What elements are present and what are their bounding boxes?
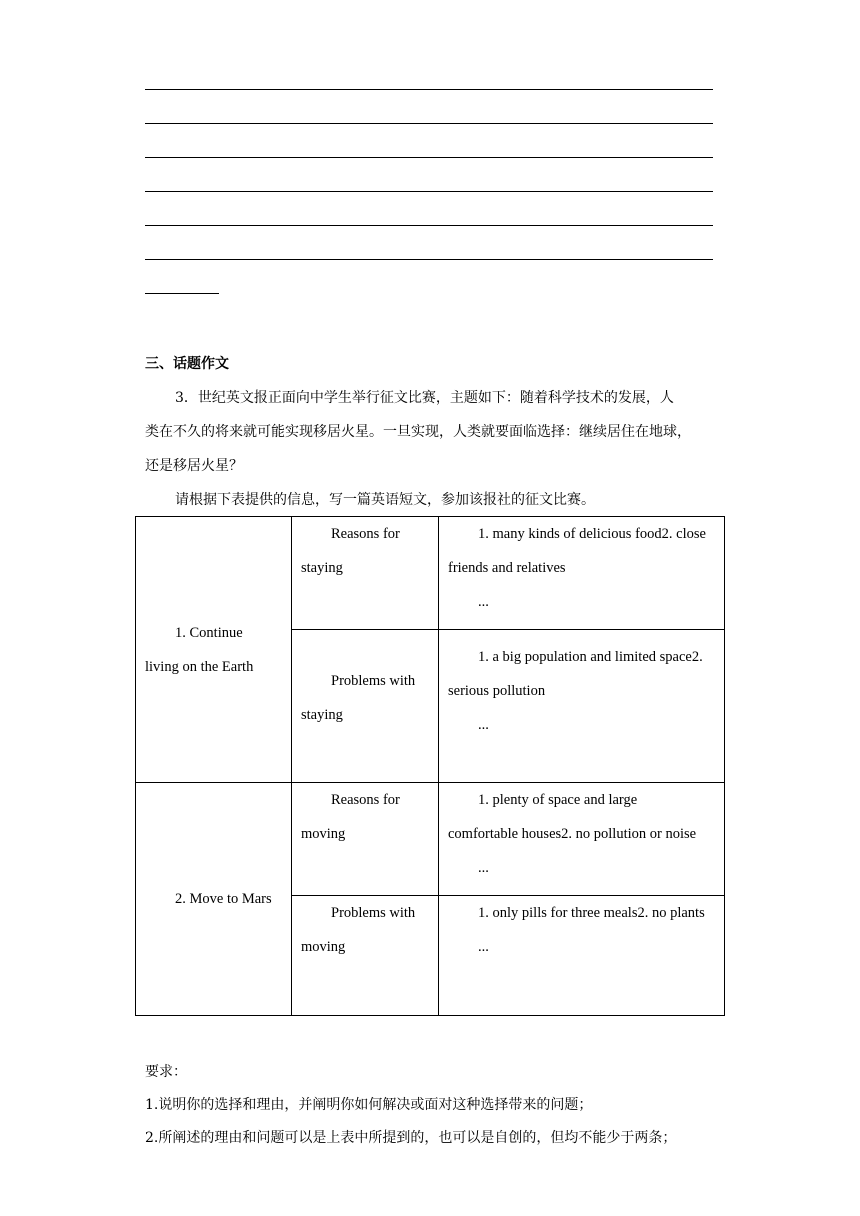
option-mars-cell	[136, 783, 292, 1016]
answer-line-end	[145, 293, 219, 294]
question-text-line: 3．世纪英文报正面向中学生举行征文比赛，主题如下：随着科学技术的发展，人	[175, 390, 674, 406]
answer-line	[145, 259, 713, 260]
answer-line	[145, 225, 713, 226]
option-label: living on the Earth	[145, 658, 254, 675]
category-label: moving	[301, 939, 346, 955]
detail-text: serious pollution	[448, 683, 546, 699]
answer-line	[145, 123, 713, 124]
detail-cell	[439, 517, 725, 630]
answer-line	[145, 89, 713, 90]
detail-cell	[439, 783, 725, 896]
requirement-item: 2.所阐述的理由和问题可以是上表中所提到的，也可以是自创的，但均不能少于两条；	[145, 1130, 677, 1146]
detail-text: 1. plenty of space and large	[478, 792, 638, 808]
table-row	[136, 783, 725, 896]
detail-text: 1. a big population and limited space2.	[478, 649, 703, 665]
question-text-line: 还是移居火星？	[145, 458, 243, 474]
detail-text: 1. only pills for three meals2. no plants	[478, 905, 705, 921]
category-cell	[292, 783, 439, 896]
category-label: Reasons for	[331, 526, 400, 542]
detail-text: comfortable houses2. no pollution or noise	[448, 826, 697, 842]
category-label: moving	[301, 826, 346, 842]
detail-cell	[439, 630, 725, 783]
detail-text: friends and relatives	[448, 560, 566, 576]
question-text-line: 类在不久的将来就可能实现移居火星。一旦实现，人类就要面临选择：继续居住在地球，	[145, 424, 691, 440]
category-label: staying	[301, 560, 343, 576]
category-cell	[292, 630, 439, 783]
section-heading: 三、话题作文	[145, 356, 229, 372]
detail-text: ...	[478, 594, 489, 610]
option-label: 1. Continue	[175, 624, 243, 641]
category-cell	[292, 517, 439, 630]
detail-text: ...	[478, 939, 489, 955]
category-label: Problems with	[331, 673, 416, 689]
info-table	[135, 516, 725, 1016]
detail-cell	[439, 896, 725, 1016]
requirement-item: 1.说明你的选择和理由，并阐明你如何解决或面对这种选择带来的问题；	[145, 1097, 593, 1113]
option-earth-cell	[136, 517, 292, 783]
answer-line	[145, 191, 713, 192]
table-row	[136, 517, 725, 630]
category-label: Reasons for	[331, 792, 400, 808]
detail-text: 1. many kinds of delicious food2. close	[478, 526, 706, 542]
detail-text: ...	[478, 860, 489, 876]
category-cell	[292, 896, 439, 1016]
requirements-title: 要求：	[145, 1064, 187, 1080]
instruction-text: 请根据下表提供的信息，写一篇英语短文，参加该报社的征文比赛。	[175, 492, 595, 508]
category-label: staying	[301, 707, 343, 723]
answer-line	[145, 157, 713, 158]
option-label: 2. Move to Mars	[175, 891, 272, 907]
category-label: Problems with	[331, 905, 416, 921]
detail-text: ...	[478, 717, 489, 733]
